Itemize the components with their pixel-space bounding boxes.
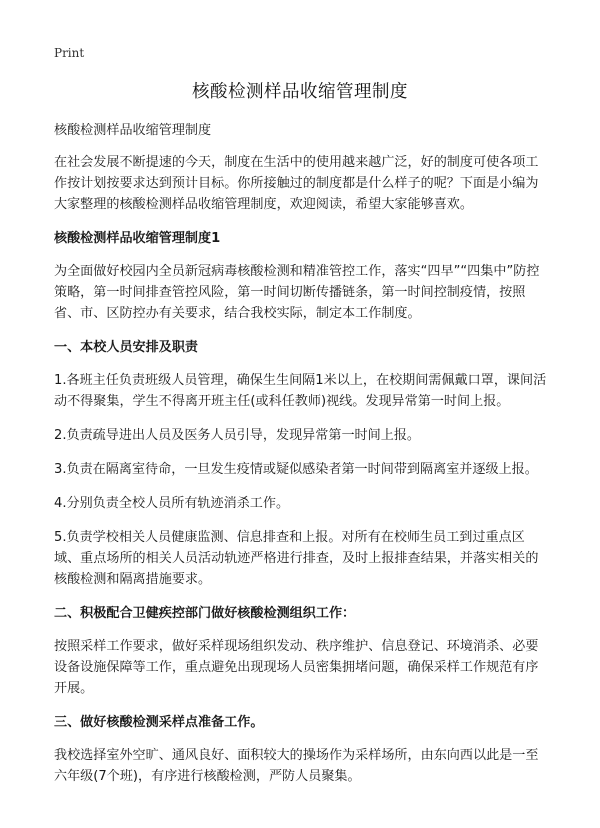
- heading-2: 二、积极配合卫健疾控部门做好核酸检测组织工作：: [54, 606, 356, 621]
- list-item-5: 5.负责学校相关人员健康监测、信息排查和上报。对所有在校师生员工到过重点区域、重点场所的相关人员活动轨迹严格进行排查，及时上报排查结果，并落实相关的核酸检测和隔离措施要求。: [54, 530, 539, 587]
- article-body: [54, 120, 548, 800]
- print-link[interactable]: Print: [54, 46, 85, 60]
- heading-3: 三、做好核酸检测采样点准备工作。: [54, 715, 264, 730]
- intro-paragraph: 在社会发展不断提速的今天，制度在生活中的使用越来越广泛，好的制度可使各项工作按计划按要求达到预计目标。你所接触过的制度都是什么样子的呢？下面是小编为大家整理的核酸检测样品收缩管理制度，欢迎阅读，希望大家能够喜欢。: [54, 155, 539, 212]
- article-subtitle: 核酸检测样品收缩管理制度: [54, 123, 212, 138]
- list-item-2: 2.负责疏导进出人员及医务人员引导，发现异常第一时间上报。: [54, 428, 421, 443]
- paragraph-2: 按照采样工作要求，做好采样现场组织发动、秩序维护、信息登记、环境消杀、必要设备设施保障等工作，重点避免出现现场人员密集拥堵问题，确保采样工作规范有序开展。: [54, 639, 539, 696]
- heading-1: 一、本校人员安排及职责: [54, 340, 199, 355]
- preamble-paragraph: 为全面做好校园内全员新冠病毒核酸检测和精准管控工作，落实“四早”“四集中”防控策略，第一时间排查管控风险，第一时间切断传播链条，第一时间控制疫情，按照省、市、区防控办有关要求，结合我校实际，制定本工作制度。: [54, 264, 540, 321]
- section-title: 核酸检测样品收缩管理制度1: [54, 231, 221, 246]
- list-item-1: 1.各班主任负责班级人员管理，确保生生间隔1米以上，在校期间需佩戴口罩，课间活动不得聚集，学生不得离开班主任(或科任教师)视线。发现异常第一时间上报。: [54, 373, 547, 409]
- page-title: 核酸检测样品收缩管理制度: [192, 82, 408, 102]
- list-item-3: 3.负责在隔离室待命，一旦发生疫情或疑似感染者第一时间带到隔离室并逐级上报。: [54, 462, 538, 477]
- list-item-4: 4.分别负责全校人员所有轨迹消杀工作。: [54, 496, 290, 511]
- paragraph-3: 我校选择室外空旷、通风良好、面积较大的操场作为采样场所，由东向西以此是一至六年级(7个班)，有序进行核酸检测，严防人员聚集。: [54, 748, 539, 784]
